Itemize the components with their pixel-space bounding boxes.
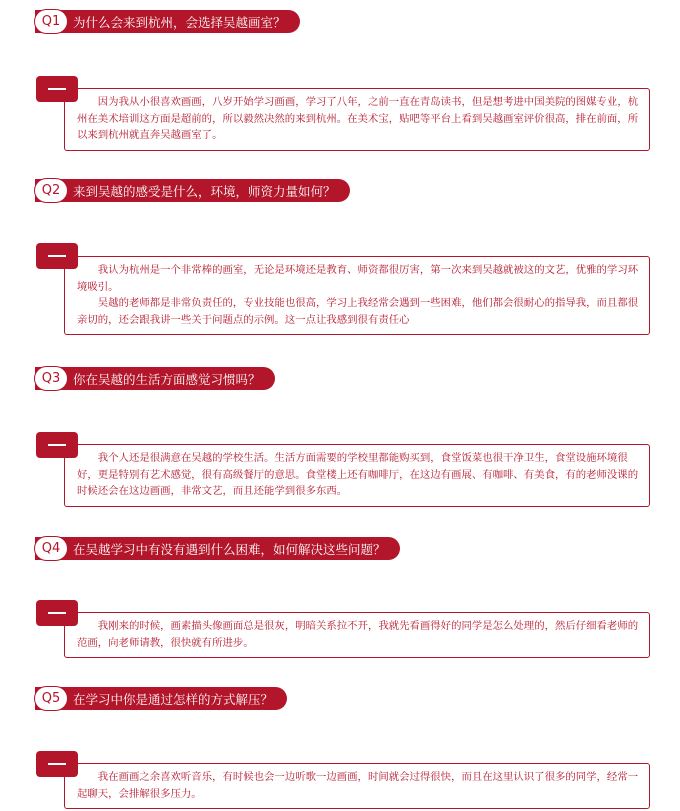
question-badge: Q1	[34, 9, 68, 34]
answer-box-2	[64, 256, 650, 335]
answer-box-1	[64, 88, 650, 151]
question-text: 为什么会来到杭州，会选择吴越画室？	[73, 14, 286, 30]
dash-icon	[36, 76, 78, 102]
dash-icon	[36, 243, 78, 269]
question-text: 来到吴越的感受是什么，环境，师资力量如何？	[73, 183, 336, 199]
answer-paragraph: 我个人还是很满意在吴越的学校生活。生活方面需要的学校里都能购买到，食堂饭菜也很干净卫生，食堂设施环境很好，更是特别有艺术感觉，很有高级餐厅的意思。食堂楼上还有咖啡厅，在这边有画展、有咖啡、有美食，有的老师没课的时候还会在这边画画，非常文艺，而且还能学到很多东西。	[77, 452, 639, 497]
answer-box-3	[64, 444, 650, 507]
question-bar-2	[35, 179, 350, 202]
dash-icon	[36, 751, 78, 777]
dash-icon	[36, 432, 78, 458]
answer-box-4	[64, 612, 650, 658]
question-badge: Q5	[34, 686, 68, 711]
answer-paragraph: 因为我从小很喜欢画画，八岁开始学习画画，学习了八年，之前一直在青岛读书，但是想考进中国美院的图媒专业，杭州在美术培训这方面是超前的，所以毅然决然的来到杭州。在美术宝，贴吧等平台上看到吴越画室评价很高，排在前面，所以来到杭州就直奔吴越画室了。	[77, 96, 639, 141]
question-text: 在吴越学习中有没有遇到什么困难，如何解决这些问题？	[73, 541, 386, 557]
question-text: 在学习中你是通过怎样的方式解压？	[73, 691, 274, 707]
answer-paragraph: 我认为杭州是一个非常棒的画室，无论是环境还是教育、师资都很厉害，第一次来到吴越就被这的文艺，优雅的学习环境吸引。	[77, 264, 639, 293]
answer-paragraph: 我刚来的时候，画素描头像画面总是很灰，明暗关系拉不开，我就先看画得好的同学是怎么处理的，然后仔细看老师的范画，向老师请教，很快就有所进步。	[77, 620, 639, 649]
question-bar-5	[35, 687, 287, 710]
question-bar-3	[35, 367, 275, 390]
dash-icon	[36, 600, 78, 626]
question-badge: Q4	[34, 536, 68, 561]
question-text: 你在吴越的生活方面感觉习惯吗？	[73, 371, 261, 387]
question-bar-1	[35, 10, 300, 33]
answer-box-5	[64, 763, 650, 809]
answer-paragraph: 吴越的老师都是非常负责任的，专业技能也很高，学习上我经常会遇到一些困难，他们都会很耐心的指导我，而且都很亲切的，还会跟我讲一些关于问题点的示例。这一点让我感到很有责任心	[77, 297, 639, 326]
question-bar-4	[35, 537, 400, 560]
question-badge: Q2	[34, 178, 68, 203]
question-badge: Q3	[34, 366, 68, 391]
answer-paragraph: 我在画画之余喜欢听音乐，有时候也会一边听歌一边画画，时间就会过得很快，而且在这里认识了很多的同学，经常一起聊天，会排解很多压力。	[77, 771, 639, 800]
